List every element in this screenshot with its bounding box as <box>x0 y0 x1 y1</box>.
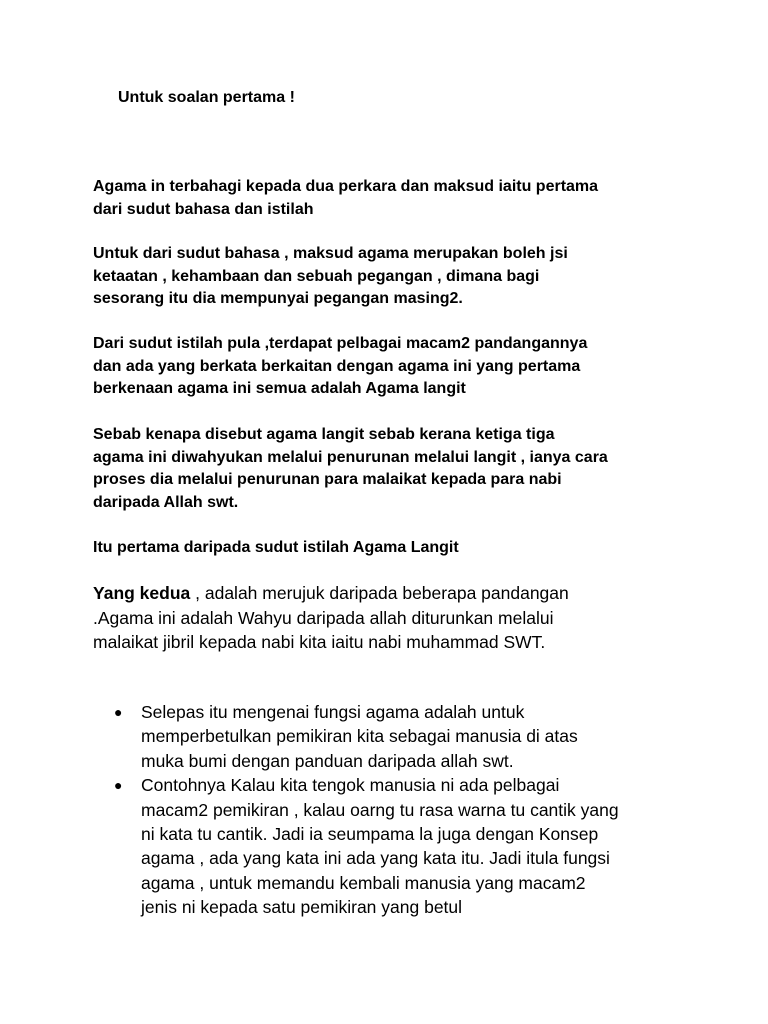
paragraph-term-meaning <box>93 333 693 401</box>
paragraph-line: ketaatan , kehambaan dan sebuah pegangan , dimana bagi <box>93 267 540 285</box>
bullet-line: agama , ada yang kata ini ada yang kata itu. Jadi itula fungsi <box>141 848 610 869</box>
bullet-line: Selepas itu mengenai fungsi agama adalah untuk <box>141 702 525 722</box>
paragraph-line: Itu pertama daripada sudut istilah Agama Langit <box>93 539 459 556</box>
bullet-item <box>110 773 690 919</box>
paragraph-conclusion <box>93 537 693 560</box>
paragraph-line: proses dia melalui penurunan para malaikat kepada para nabi <box>93 471 562 488</box>
paragraph-line: sesorang itu dia mempunyai pegangan masing2. <box>93 290 463 307</box>
second-view-lead: Yang kedua <box>93 583 191 603</box>
paragraph-line <box>93 581 713 606</box>
bullet-line: agama , untuk memandu kembali manusia yang macam2 <box>141 872 586 893</box>
bullet-line: macam2 pemikiran , kalau oarng tu rasa warna tu cantik yang <box>141 799 619 820</box>
paragraph-line: agama ini diwahyukan melalui penurunan melalui langit , ianya cara <box>93 448 608 466</box>
paragraph-line: berkenaan agama ini semua adalah Agama langit <box>93 380 466 397</box>
paragraph-sky-religion <box>93 424 693 514</box>
bullet-dot-icon: ● <box>114 777 123 794</box>
bullet-line: memperbetulkan pemikiran kita sebagai manusia di atas <box>141 726 578 747</box>
paragraph-line: .Agama ini adalah Wahyu daripada allah diturunkan melalui <box>93 607 554 628</box>
paragraph-second-view <box>93 581 713 655</box>
page-heading: Untuk soalan pertama ! <box>118 89 295 106</box>
bullet-line: ni kata tu cantik. Jadi ia seumpama la juga dengan Konsep <box>141 824 599 845</box>
paragraph-line: malaikat jibril kepada nabi kita iaitu nabi muhammad SWT. <box>93 632 546 652</box>
bullet-list <box>110 700 690 920</box>
bullet-line: muka bumi dengan panduan daripada allah swt. <box>141 750 514 771</box>
bullet-item <box>110 700 690 773</box>
paragraph-definition <box>93 176 693 221</box>
paragraph-line: Agama in terbahagi kepada dua perkara dan maksud iaitu pertama <box>93 178 599 195</box>
paragraph-line: Dari sudut istilah pula ,terdapat pelbagai macam2 pandangannya <box>93 335 588 352</box>
bullet-line: Contohnya Kalau kita tengok manusia ni ada pelbagai <box>141 775 560 796</box>
bullet-line: jenis ni kepada satu pemikiran yang betul <box>141 897 463 918</box>
paragraph-line: daripada Allah swt. <box>93 493 239 511</box>
bullet-dot-icon: ● <box>114 704 123 720</box>
paragraph-line: dari sudut bahasa dan istilah <box>93 200 314 218</box>
paragraph-line: Sebab kenapa disebut agama langit sebab kerana ketiga tiga <box>93 426 555 443</box>
paragraph-line: Untuk dari sudut bahasa , maksud agama merupakan boleh jsi <box>93 245 568 262</box>
second-view-line1-rest: , adalah merujuk daripada beberapa pandangan <box>190 583 569 603</box>
paragraph-line: dan ada yang berkata berkaitan dengan agama ini yang pertama <box>93 357 581 375</box>
paragraph-language-meaning <box>93 243 693 311</box>
